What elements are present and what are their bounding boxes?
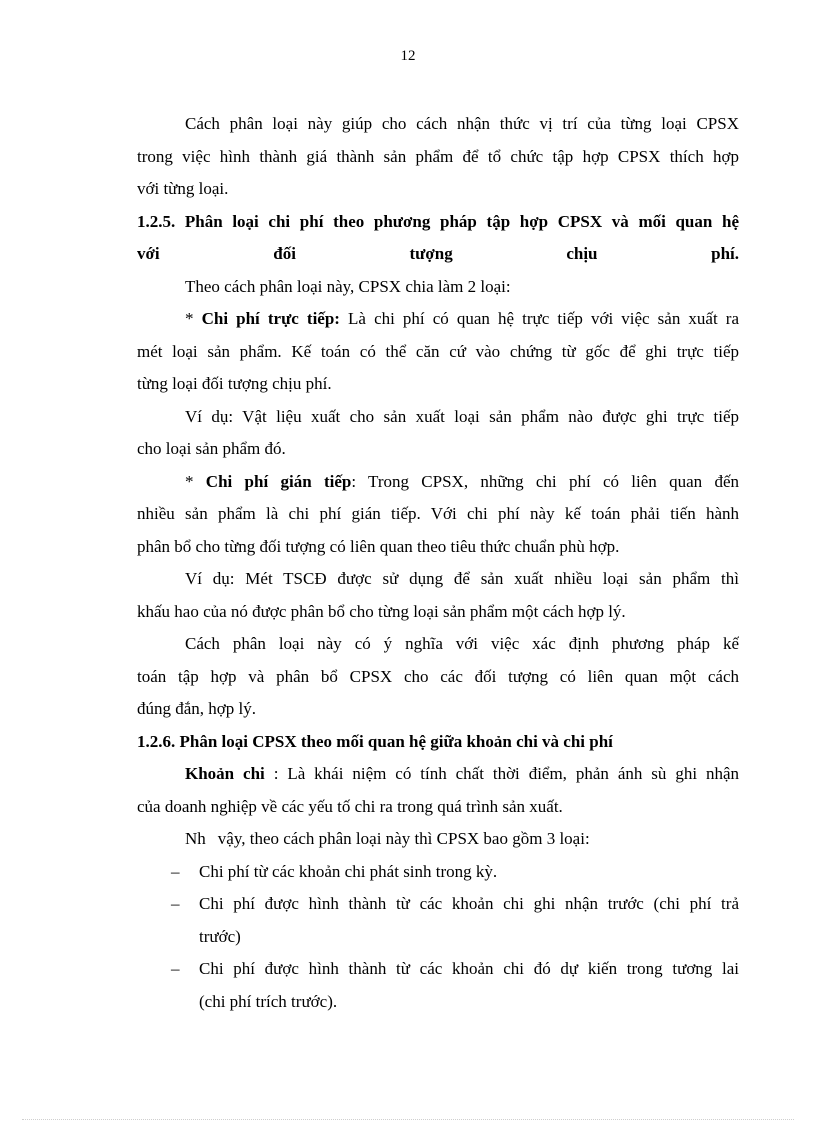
list-item bbox=[137, 953, 739, 986]
paragraph-line bbox=[137, 823, 739, 856]
paragraph-line: với từng loại. bbox=[137, 179, 229, 198]
paragraph-line: từng loại đối tượng chịu phí. bbox=[137, 374, 332, 393]
dash-bullet: – bbox=[171, 894, 180, 913]
paragraph-line: của doanh nghiệp về các yếu tố chi ra trong quá trình sản xuất. bbox=[137, 796, 563, 816]
text-fragment: Nh bbox=[185, 829, 206, 848]
paragraph-line: phân bổ cho từng đối tượng có liên quan theo tiêu thức chuẩn phù hợp. bbox=[137, 536, 620, 556]
paragraph-text: vậy, theo cách phân loại này thì CPSX bao gồm 3 loại: bbox=[217, 829, 590, 848]
term-definition: Là chi phí có quan hệ trực tiếp với việc sản xuất ra bbox=[339, 309, 739, 328]
term-direct-cost: Chi phí trực tiếp: bbox=[201, 309, 340, 328]
term-expenditure: Khoản chi bbox=[185, 764, 265, 783]
paragraph-line: mét loại sản phẩm. Kế toán có thể căn cứ vào chứng từ gốc để ghi trực tiếp bbox=[137, 341, 739, 361]
term-definition: : Là khái niệm có tính chất thời điểm, phản ánh sù ghi nhận bbox=[264, 764, 739, 783]
bullet-star: * bbox=[185, 309, 202, 328]
dash-bullet: – bbox=[171, 861, 180, 881]
list-item bbox=[137, 888, 739, 921]
term-indirect-cost: Chi phí gián tiếp bbox=[205, 471, 352, 491]
term-definition: : Trong CPSX, những chi phí có liên quan đến bbox=[351, 471, 739, 491]
paragraph-line: toán tập hợp và phân bổ CPSX cho các đối tượng có liên quan một cách bbox=[137, 666, 739, 686]
list-item-cont: (chi phí trích trước). bbox=[199, 991, 338, 1011]
list-item-text: Chi phí được hình thành từ các khoản chi ghi nhận trước (chi phí trả bbox=[199, 894, 739, 913]
paragraph-line: Cách phân loại này có ý nghĩa với việc xác định phương pháp kế bbox=[185, 634, 739, 653]
page-bottom-rule bbox=[22, 1119, 794, 1120]
dash-bullet: – bbox=[171, 959, 180, 978]
list-item-cont: trước) bbox=[199, 926, 241, 946]
paragraph-line: khấu hao của nó được phân bổ cho từng loại sản phẩm một cách hợp lý. bbox=[137, 601, 626, 621]
list-item-text: Chi phí được hình thành từ các khoản chi đó dự kiến trong tương lai bbox=[199, 959, 739, 978]
page-number: 12 bbox=[400, 48, 416, 64]
paragraph-line bbox=[137, 466, 739, 499]
section-heading-1-2-5-cont: với đối tượng chịu phí. bbox=[137, 244, 739, 263]
list-item bbox=[137, 856, 739, 889]
paragraph-line: cho loại sản phẩm đó. bbox=[137, 439, 286, 458]
paragraph-line: Cách phân loại này giúp cho cách nhận thức vị trí của từng loại CPSX bbox=[185, 114, 739, 133]
paragraph-line: trong việc hình thành giá thành sản phẩm để tổ chức tập hợp CPSX thích hợp bbox=[137, 146, 739, 166]
section-heading-1-2-6: 1.2.6. Phân loại CPSX theo mối quan hệ giữa khoản chi và chi phí bbox=[137, 731, 613, 751]
bullet-star: * bbox=[185, 471, 206, 491]
paragraph-line bbox=[137, 303, 739, 336]
list-item-text: Chi phí từ các khoản chi phát sinh trong kỳ. bbox=[199, 861, 498, 881]
paragraph-line bbox=[137, 758, 739, 791]
paragraph-line: Theo cách phân loại này, CPSX chia làm 2 loại: bbox=[185, 276, 511, 296]
paragraph-line: nhiều sản phẩm là chi phí gián tiếp. Với chi phí này kế toán phải tiến hành bbox=[137, 504, 739, 523]
document-body bbox=[137, 108, 739, 1018]
section-heading-1-2-5: 1.2.5. Phân loại chi phí theo phương pháp tập hợp CPSX và mối quan hệ bbox=[137, 211, 739, 231]
paragraph-line: đúng đắn, hợp lý. bbox=[137, 699, 257, 718]
paragraph-line: Ví dụ: Vật liệu xuất cho sản xuất loại sản phẩm nào được ghi trực tiếp bbox=[185, 406, 739, 426]
paragraph-line: Ví dụ: Mét TSCĐ được sử dụng để sản xuất nhiều loại sản phẩm thì bbox=[185, 569, 739, 588]
